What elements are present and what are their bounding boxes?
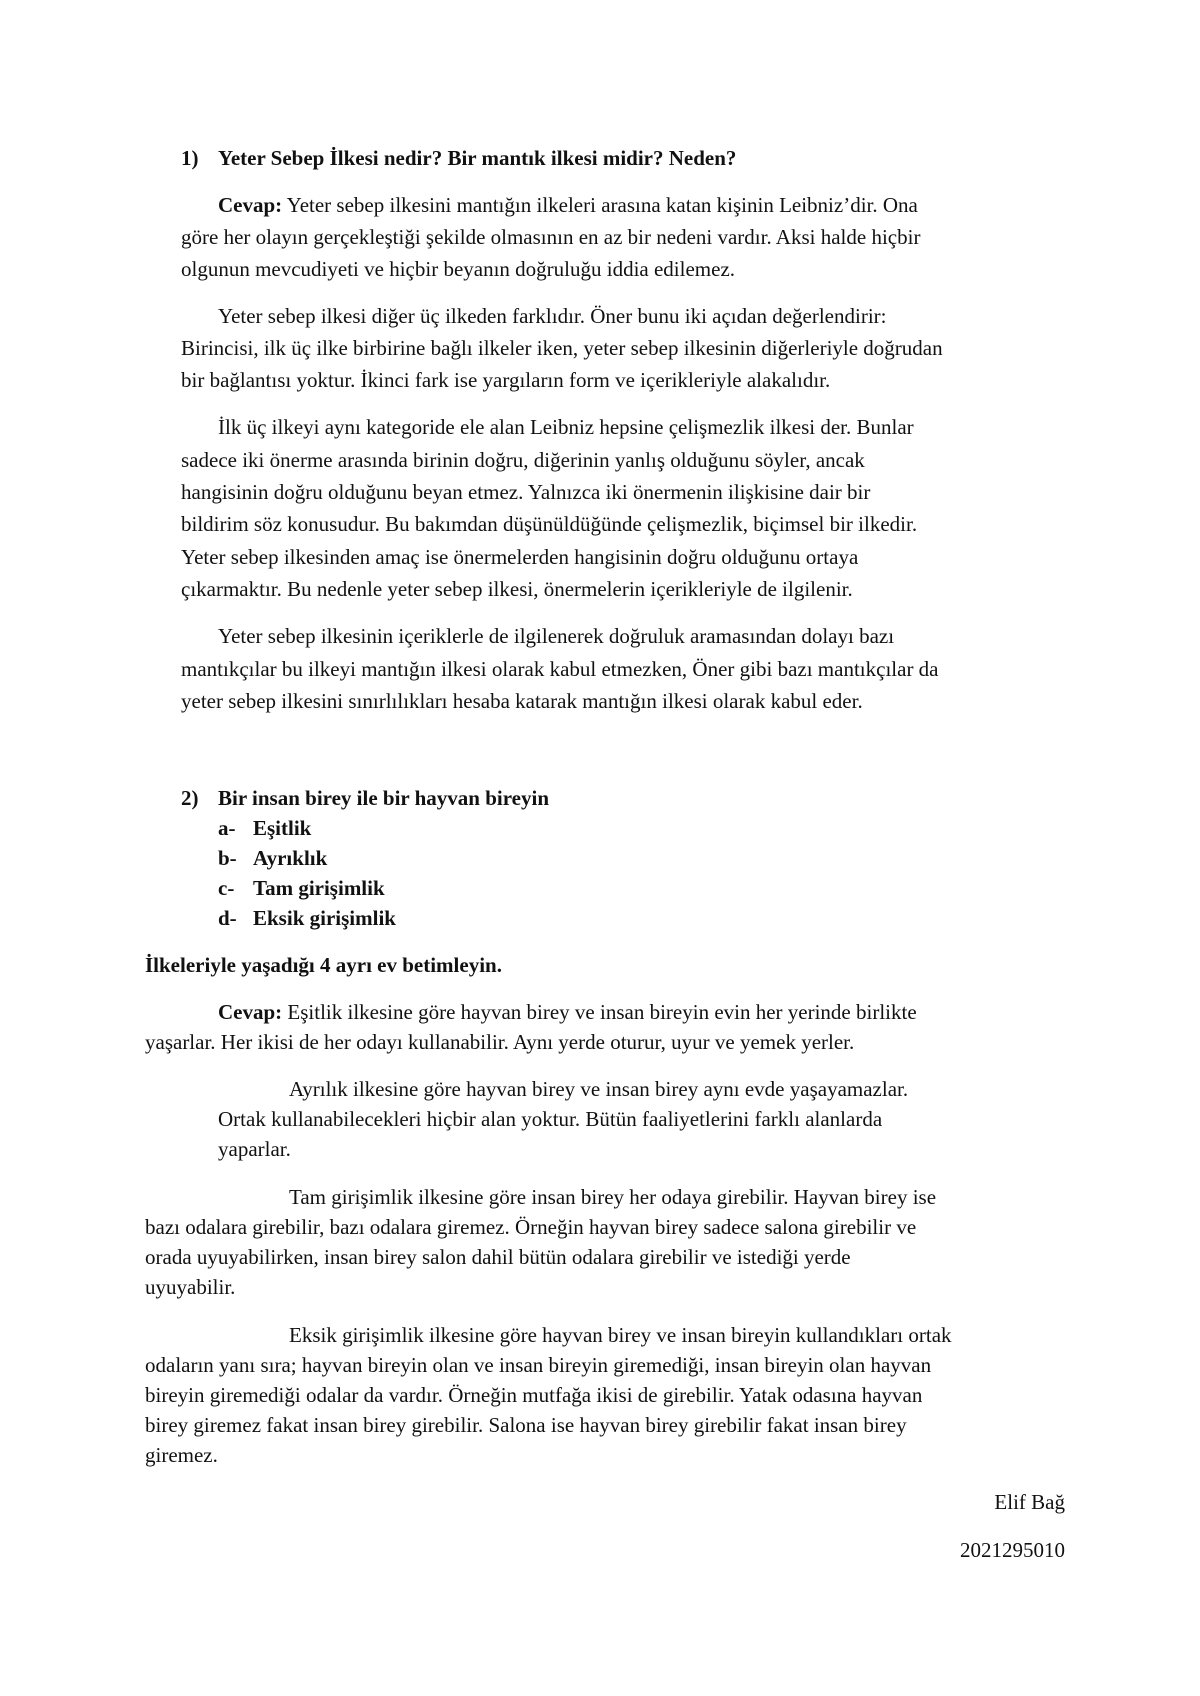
q1-number: 1) <box>181 146 199 170</box>
q2-subtitle: İlkeleriyle yaşadığı 4 ayrı ev betimleyin. <box>145 953 502 977</box>
q1-p4-line: mantıkçılar bu ilkeyi mantığın ilkesi olarak kabul etmezken, Öner gibi bazı mantıkçılar da <box>181 657 939 681</box>
q1-p3-line: sadece iki önerme arasında birinin doğru, diğerinin yanlış olduğunu söyler, ancak <box>181 448 865 472</box>
q2-p2-line: yaparlar. <box>218 1137 291 1161</box>
q2-item-marker: a- <box>218 816 236 840</box>
q2-item-text: Ayrıklık <box>253 846 328 870</box>
q2-p4-line: odaların yanı sıra; hayvan bireyin olan ve insan bireyin giremediği, insan bireyin olan hayvan <box>145 1353 932 1377</box>
q1-p1-line: göre her olayın gerçekleştiği şekilde olmasının en az bir nedeni vardır. Aksi halde hiçbir <box>181 225 921 249</box>
q2-item-text: Eksik girişimlik <box>253 906 396 930</box>
q1-p2-line: Birincisi, ilk üç ilke birbirine bağlı ilkeler iken, yeter sebep ilkesinin diğerleriyle doğrudan <box>181 336 943 360</box>
q2-item-text: Tam girişimlik <box>253 876 385 900</box>
q2-item-marker: d- <box>218 906 237 930</box>
q2-p3-line: bazı odalara girebilir, bazı odalara giremez. Örneğin hayvan birey sadece salona girebilir ve <box>145 1215 917 1239</box>
q1-answer-label: Cevap: <box>218 193 283 217</box>
q2-p2-line: Ortak kullanabilecekleri hiçbir alan yoktur. Bütün faaliyetlerini farklı alanlarda <box>218 1107 883 1131</box>
q2-p1-line: yaşarlar. Her ikisi de her odayı kullanabilir. Aynı yerde oturur, uyur ve yemek yerler. <box>145 1030 855 1054</box>
q2-p4-line: birey giremez fakat insan birey girebilir. Salona ise hayvan birey girebilir fakat insan birey <box>145 1413 907 1437</box>
q2-item-marker: c- <box>218 876 235 900</box>
q2-number: 2) <box>181 786 199 810</box>
q1-p4-line: yeter sebep ilkesini sınırlılıkları hesaba katarak mantığın ilkesi olarak kabul eder. <box>181 689 863 713</box>
q2-p4-line: Eksik girişimlik ilkesine göre hayvan birey ve insan bireyin kullandıkları ortak <box>289 1323 952 1347</box>
q2-p4-line: giremez. <box>145 1443 218 1467</box>
q2-p1-line: Eşitlik ilkesine göre hayvan birey ve insan bireyin evin her yerinde birlikte <box>282 1000 917 1024</box>
q1-p1-line: Yeter sebep ilkesini mantığın ilkeleri arasına katan kişinin Leibniz’dir. Ona <box>282 193 918 217</box>
q1-p1-line: olgunun mevcudiyeti ve hiçbir beyanın doğruluğu iddia edilemez. <box>181 257 736 281</box>
q1-p2-line: Yeter sebep ilkesi diğer üç ilkeden farklıdır. Öner bunu iki açıdan değerlendirir: <box>218 304 887 328</box>
q1-p3-line: Yeter sebep ilkesinden amaç ise önermelerden hangisinin doğru olduğunu ortaya <box>181 545 859 569</box>
q2-title: Bir insan birey ile bir hayvan bireyin <box>218 786 550 810</box>
q1-p3-line: çıkarmaktır. Bu nedenle yeter sebep ilkesi, önermelerin içerikleriyle de ilgilenir. <box>181 577 853 601</box>
q1-p2-line: bir bağlantısı yoktur. İkinci fark ise yargıların form ve içerikleriyle alakalıdır. <box>181 368 831 392</box>
q2-answer-line-1 <box>218 1002 917 1023</box>
q2-p3-line: uyuyabilir. <box>145 1275 236 1299</box>
q1-p3-line: bildirim söz konusudur. Bu bakımdan düşünüldüğünde çelişmezlik, biçimsel bir ilkedir. <box>181 512 918 536</box>
q2-p2-line: Ayrılık ilkesine göre hayvan birey ve insan birey aynı evde yaşayamazlar. <box>289 1077 909 1101</box>
q2-p4-line: bireyin giremediği odalar da vardır. Örneğin mutfağa ikisi de girebilir. Yatak odasına hayvan <box>145 1383 923 1407</box>
student-number: 2021295010 <box>960 1538 1065 1562</box>
q2-item-text: Eşitlik <box>253 816 312 840</box>
q2-p3-line: Tam girişimlik ilkesine göre insan birey her odaya girebilir. Hayvan birey ise <box>289 1185 937 1209</box>
q2-p3-line: orada uyuyabilirken, insan birey salon dahil bütün odalara girebilir ve istediği yerde <box>145 1245 851 1269</box>
q2-item-marker: b- <box>218 846 237 870</box>
q1-answer-line-1 <box>218 195 918 216</box>
q1-p3-line: İlk üç ilkeyi aynı kategoride ele alan Leibniz hepsine çelişmezlik ilkesi der. Bunlar <box>218 415 914 439</box>
q1-p3-line: hangisinin doğru olduğunu beyan etmez. Yalnızca iki önermenin ilişkisine dair bir <box>181 480 871 504</box>
q1-title: Yeter Sebep İlkesi nedir? Bir mantık ilkesi midir? Neden? <box>218 146 737 170</box>
author-name: Elif Bağ <box>994 1490 1065 1514</box>
q2-answer-label: Cevap: <box>218 1000 283 1024</box>
q1-p4-line: Yeter sebep ilkesinin içeriklerle de ilgilenerek doğruluk aramasından dolayı bazı <box>218 624 895 648</box>
